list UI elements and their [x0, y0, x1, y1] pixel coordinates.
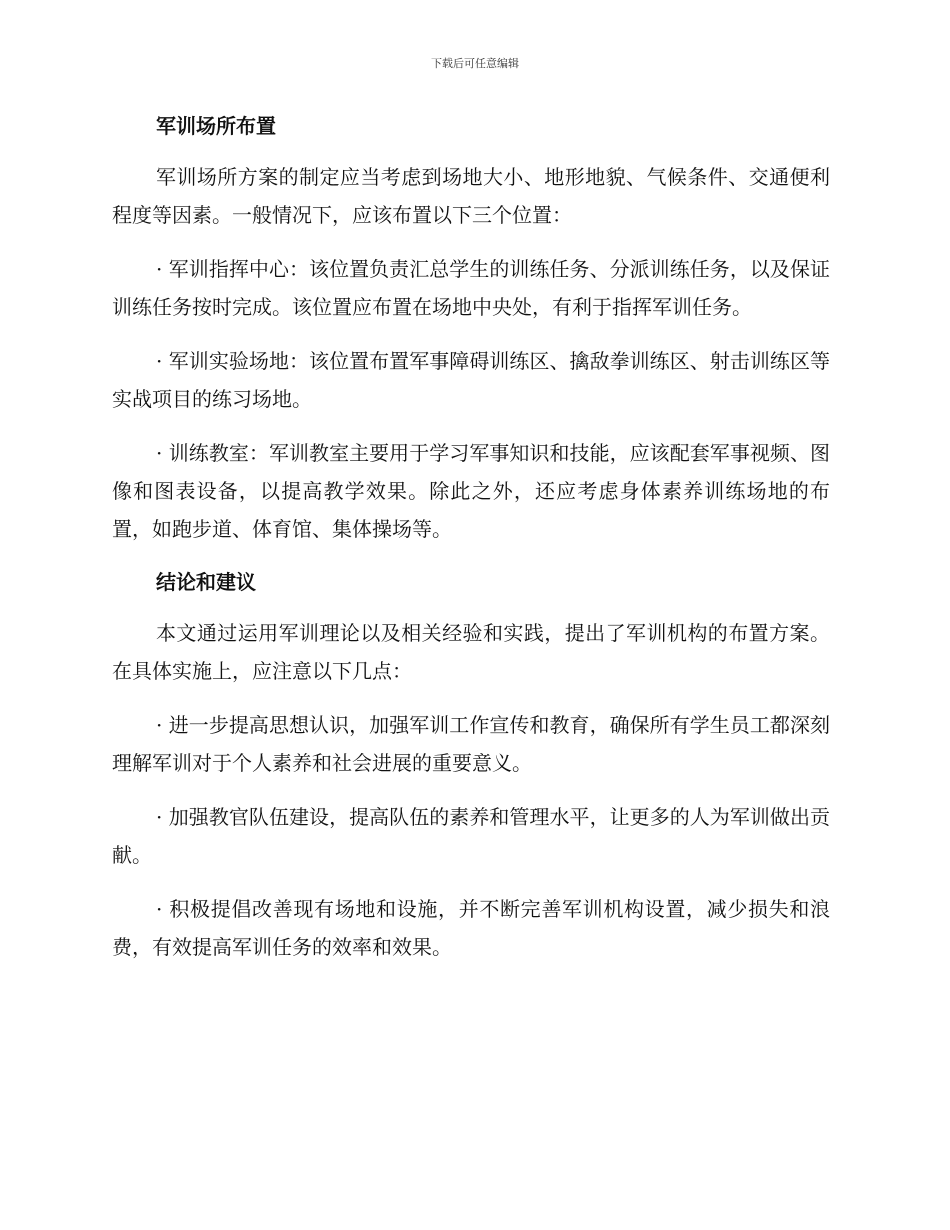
list-item-awareness: · 进一步提高思想认识，加强军训工作宣传和教育，确保所有学生员工都深刻理解军训对于个人素养和社会进展的重要意义。 [112, 713, 830, 775]
section-heading-venue-layout: 军训场所布置 [156, 114, 276, 138]
list-item-classroom: · 训练教室：军训教室主要用于学习军事知识和技能，应该配套军事视频、图像和图表设备，以提高教学效果。除此之外，还应考虑身体素养训练场地的布置，如跑步道、体育馆、集体操场等。 [112, 441, 830, 541]
paragraph-venue-intro: 军训场所方案的制定应当考虑到场地大小、地形地貌、气候条件、交通便利程度等因素。一般情况下，应该布置以下三个位置： [112, 165, 830, 227]
list-item-facilities: · 积极提倡改善现有场地和设施，并不断完善军训机构设置，减少损失和浪费，有效提高军训任务的效率和效果。 [112, 897, 830, 959]
list-item-training-ground: · 军训实验场地：该位置布置军事障碍训练区、擒敌拳训练区、射击训练区等实战项目的练习场地。 [112, 349, 830, 411]
page-header-note: 下载后可任意编辑 [431, 57, 519, 70]
document-body [112, 108, 830, 982]
list-item-instructors: · 加强教官队伍建设，提高队伍的素养和管理水平，让更多的人为军训做出贡献。 [112, 805, 830, 867]
list-item-command-center: · 军训指挥中心：该位置负责汇总学生的训练任务、分派训练任务，以及保证训练任务按时完成。该位置应布置在场地中央处，有利于指挥军训任务。 [112, 257, 830, 319]
section-heading-conclusion: 结论和建议 [156, 570, 256, 594]
paragraph-conclusion-intro: 本文通过运用军训理论以及相关经验和实践，提出了军训机构的布置方案。在具体实施上，应注意以下几点： [112, 621, 830, 683]
